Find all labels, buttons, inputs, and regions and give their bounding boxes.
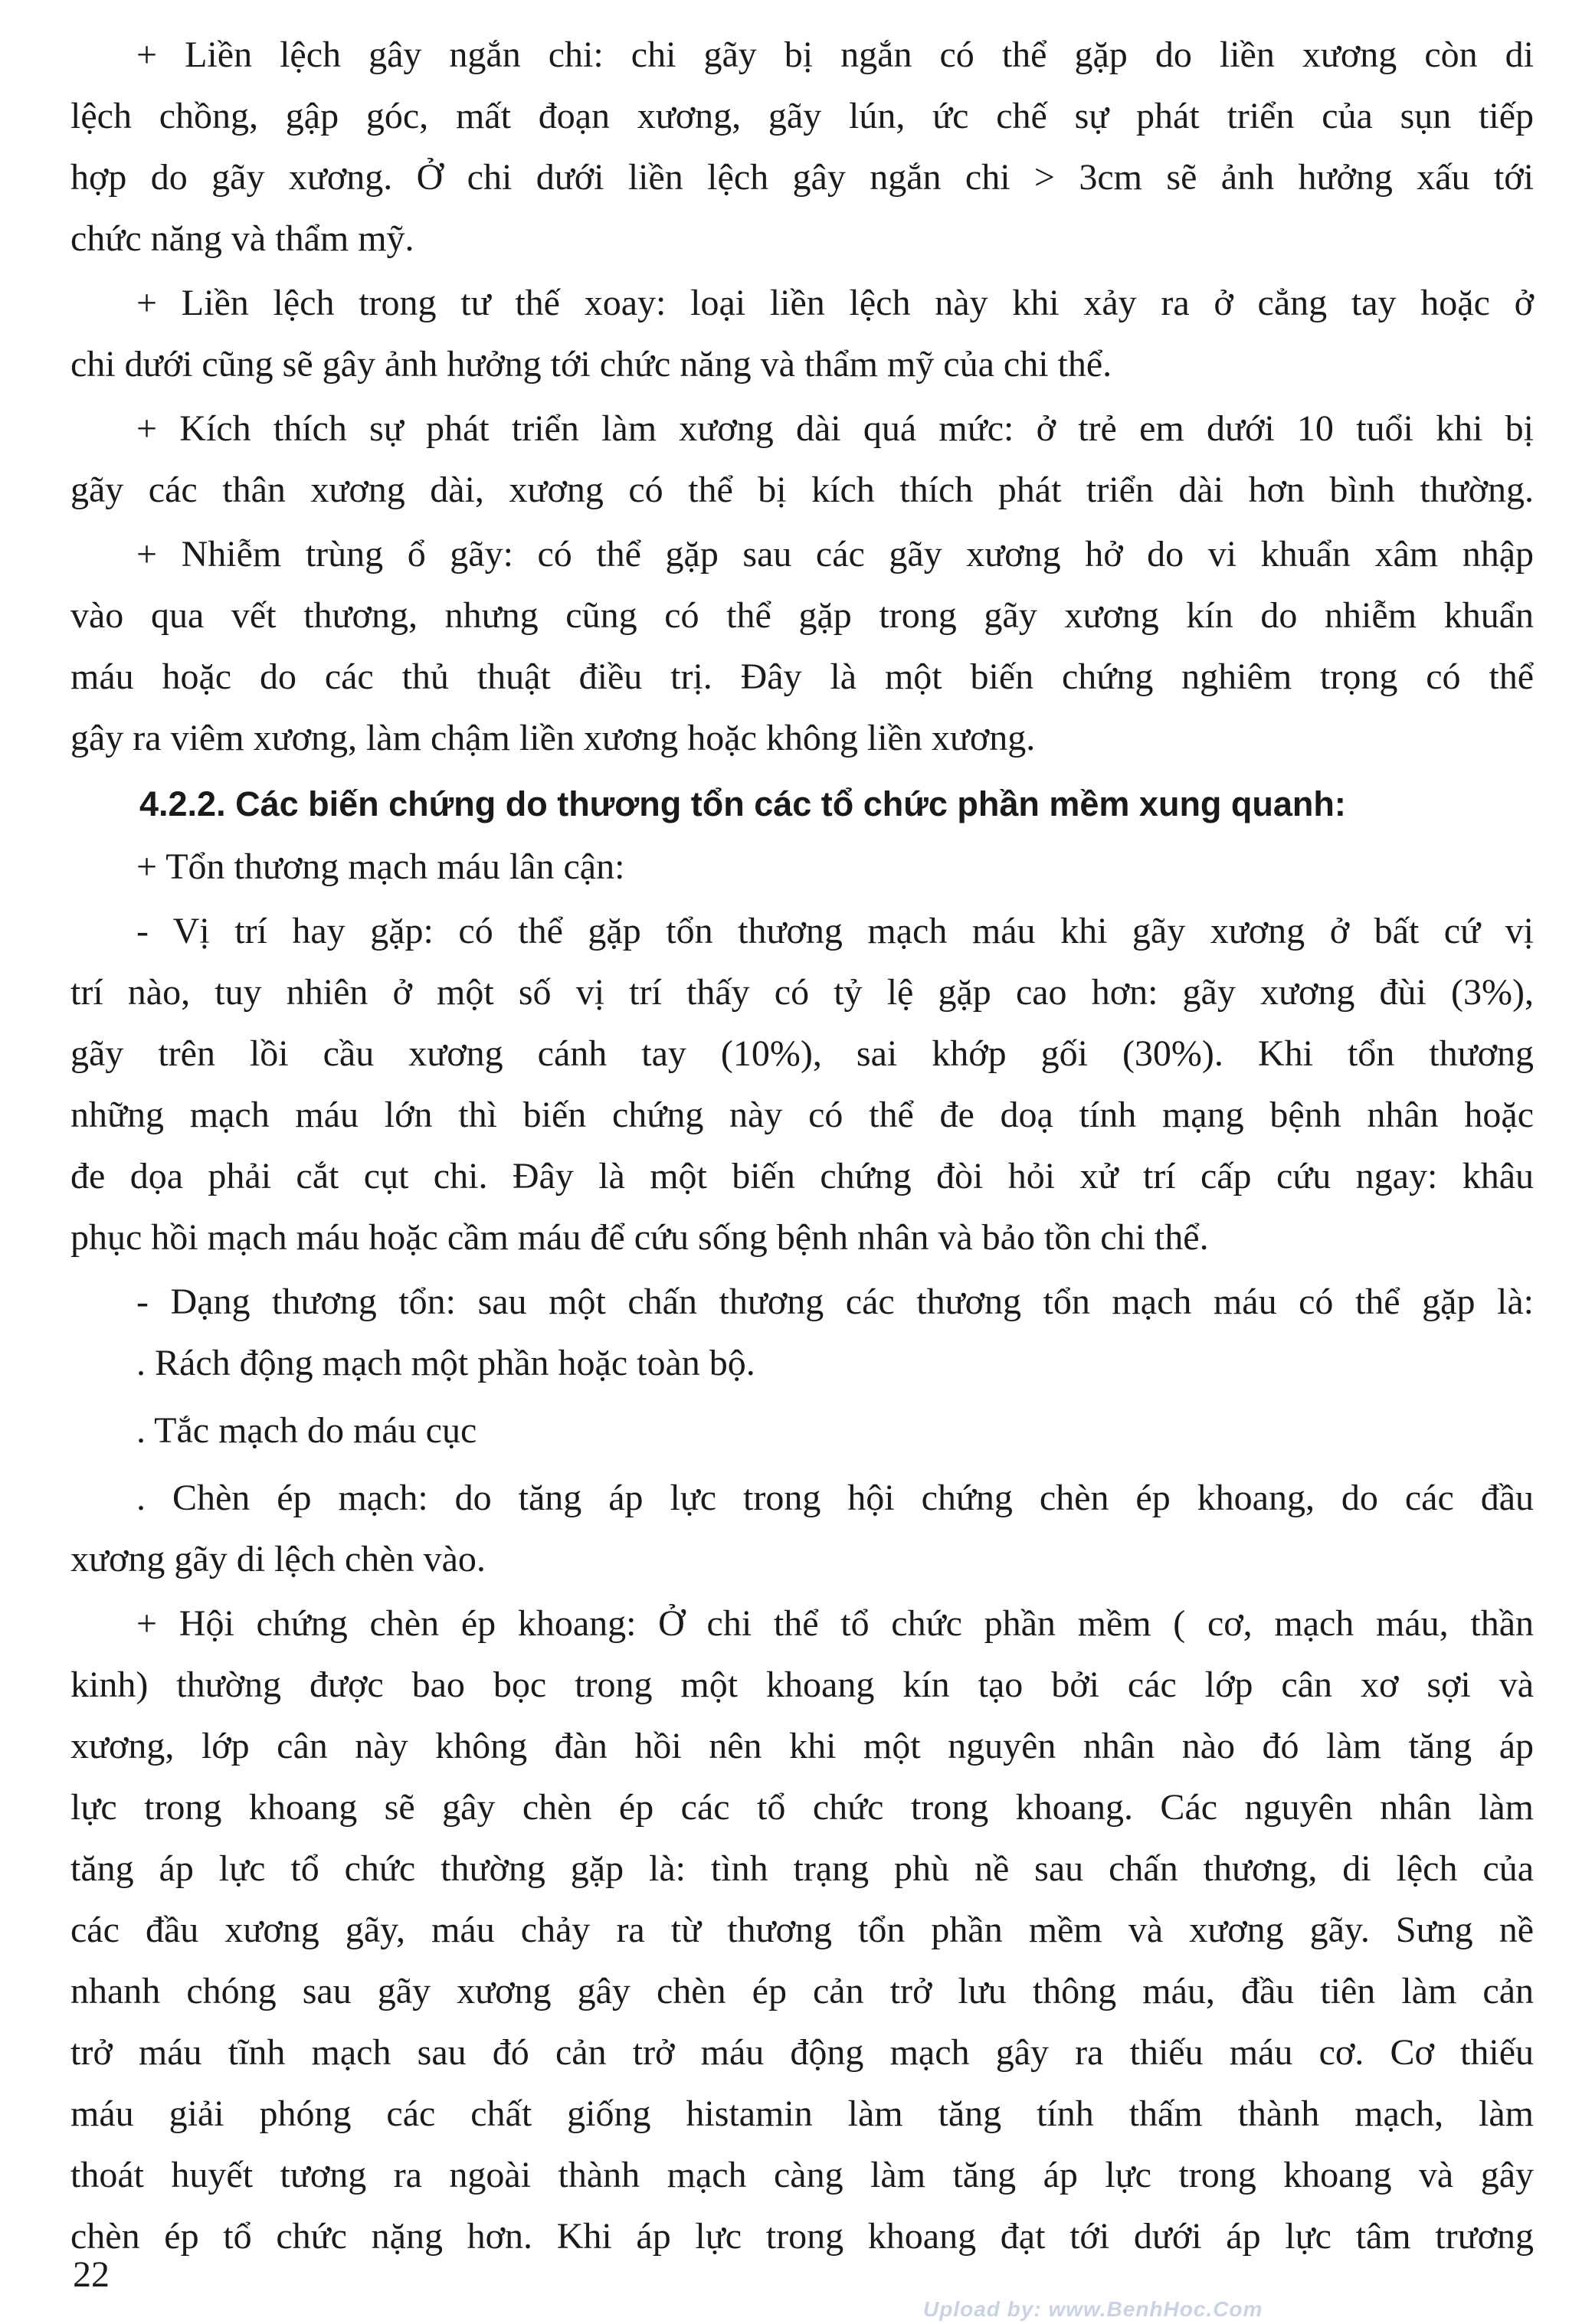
text-line-12: gây ra viêm xương, làm chậm liền xương hoặc không liền xương. [70, 718, 1036, 758]
text-line-17: gãy trên lồi cầu xương cánh tay (10%), sai khớp gối (30%). Khi tổn thương [70, 1033, 1534, 1074]
text-line-20: phục hồi mạch máu hoặc cầm máu để cứu sống bệnh nhân và bảo tồn chi thể. [70, 1217, 1209, 1258]
text-line-22: . Rách động mạch một phần hoặc toàn bộ. [136, 1343, 755, 1383]
text-line-16: trí nào, tuy nhiên ở một số vị trí thấy có tỷ lệ gặp cao hơn: gãy xương đùi (3%), [70, 972, 1534, 1013]
text-line-15: - Vị trí hay gặp: có thể gặp tổn thương mạch máu khi gãy xương ở bất cứ vị [136, 911, 1534, 951]
text-line-30: tăng áp lực tổ chức thường gặp là: tình trạng phù nề sau chấn thương, di lệch của [70, 1848, 1534, 1889]
text-line-3: hợp do gãy xương. Ở chi dưới liền lệch gây ngắn chi > 3cm sẽ ảnh hưởng xấu tới [70, 157, 1534, 198]
text-line-9: + Nhiễm trùng ổ gãy: có thể gặp sau các gãy xương hở do vi khuẩn xâm nhập [136, 534, 1534, 574]
upload-watermark: Upload by: www.BenhHoc.Com [923, 2297, 1263, 2321]
text-line-28: xương, lớp cân này không đàn hồi nên khi một nguyên nhân nào đó làm tăng áp [70, 1726, 1534, 1766]
text-line-7: + Kích thích sự phát triển làm xương dài quá mức: ở trẻ em dưới 10 tuổi khi bị [136, 408, 1534, 449]
page-number: 22 [73, 2254, 110, 2295]
text-line-21: - Dạng thương tổn: sau một chấn thương các thương tổn mạch máu có thể gặp là: [136, 1281, 1534, 1322]
text-line-26: + Hội chứng chèn ép khoang: Ở chi thể tổ chức phần mềm ( cơ, mạch máu, thần [136, 1603, 1534, 1644]
text-line-5: + Liền lệch trong tư thế xoay: loại liền lệch này khi xảy ra ở cẳng tay hoặc ở [136, 283, 1534, 323]
text-line-18: những mạch máu lớn thì biến chứng này có thể đe doạ tính mạng bệnh nhân hoặc [70, 1095, 1534, 1135]
text-line-36: chèn ép tổ chức nặng hơn. Khi áp lực trong khoang đạt tới dưới áp lực tâm trương [70, 2216, 1534, 2257]
section-heading: 4.2.2. Các biến chứng do thương tổn các tổ chức phần mềm xung quanh: [139, 784, 1346, 823]
text-line-34: máu giải phóng các chất giống histamin làm tăng tính thấm thành mạch, làm [70, 2093, 1534, 2134]
text-line-24: . Chèn ép mạch: do tăng áp lực trong hội chứng chèn ép khoang, do các đầu [136, 1478, 1534, 1518]
text-line-2: lệch chồng, gập góc, mất đoạn xương, gãy lún, ức chế sự phát triển của sụn tiếp [70, 96, 1534, 136]
text-line-27: kinh) thường được bao bọc trong một khoang kín tạo bởi các lớp cân xơ sợi và [70, 1664, 1534, 1705]
text-line-23: . Tắc mạch do máu cục [136, 1410, 477, 1451]
text-line-19: đe dọa phải cắt cụt chi. Đây là một biến chứng đòi hỏi xử trí cấp cứu ngay: khâu [70, 1156, 1534, 1196]
text-line-6: chi dưới cũng sẽ gây ảnh hưởng tới chức năng và thẩm mỹ của chi thể. [70, 344, 1112, 385]
text-line-33: trở máu tĩnh mạch sau đó cản trở máu động mạch gây ra thiếu máu cơ. Cơ thiếu [70, 2032, 1534, 2073]
text-line-31: các đầu xương gãy, máu chảy ra từ thương tổn phần mềm và xương gãy. Sưng nề [70, 1910, 1534, 1950]
text-line-32: nhanh chóng sau gãy xương gây chèn ép cản trở lưu thông máu, đầu tiên làm cản [70, 1971, 1534, 2011]
text-line-11: máu hoặc do các thủ thuật điều trị. Đây là một biến chứng nghiêm trọng có thể [70, 656, 1534, 697]
text-line-25: xương gãy di lệch chèn vào. [70, 1539, 486, 1579]
text-line-4: chức năng và thẩm mỹ. [70, 218, 414, 259]
text-line-29: lực trong khoang sẽ gây chèn ép các tổ chức trong khoang. Các nguyên nhân làm [70, 1787, 1534, 1828]
text-line-1: + Liền lệch gây ngắn chi: chi gãy bị ngắn có thể gặp do liền xương còn di [136, 34, 1534, 75]
text-line-14: + Tổn thương mạch máu lân cận: [136, 846, 625, 887]
text-line-8: gãy các thân xương dài, xương có thể bị kích thích phát triển dài hơn bình thường. [70, 470, 1534, 510]
text-line-10: vào qua vết thương, nhưng cũng có thể gặp trong gãy xương kín do nhiễm khuẩn [70, 595, 1534, 636]
text-line-35: thoát huyết tương ra ngoài thành mạch càng làm tăng áp lực trong khoang và gây [70, 2155, 1534, 2195]
